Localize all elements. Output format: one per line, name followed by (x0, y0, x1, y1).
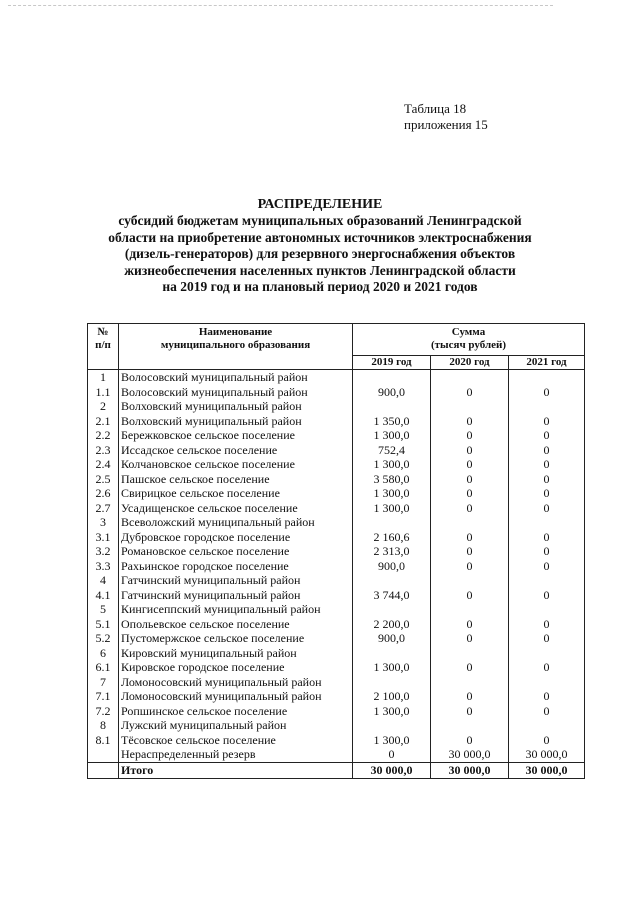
municipality-name: Усадищенское сельское поселение (119, 501, 353, 516)
table-row (88, 747, 585, 762)
table-row (88, 718, 585, 733)
title-line: субсидий бюджетам муниципальных образований Ленинградской (118, 213, 522, 229)
title-line: на 2019 год и на плановый период 2020 и 2021 годов (162, 279, 478, 295)
amount-2020: 0 (431, 414, 509, 429)
table-row (88, 457, 585, 472)
row-number: 7 (88, 675, 119, 690)
amount-2021: 0 (509, 501, 585, 516)
amount-2021: 0 (509, 689, 585, 704)
amount-2020: 0 (431, 443, 509, 458)
header-sum (353, 324, 585, 356)
row-number: 6 (88, 646, 119, 661)
total-number-cell (88, 762, 119, 778)
amount-2019: 1 300,0 (353, 704, 431, 719)
row-number: 3.3 (88, 559, 119, 574)
amount-2019: 0 (353, 747, 431, 762)
municipality-name: Ропшинское сельское поселение (119, 704, 353, 719)
municipality-name: Романовское сельское поселение (119, 544, 353, 559)
municipality-name: Лужский муниципальный район (119, 718, 353, 733)
municipality-name: Волховский муниципальный район (119, 414, 353, 429)
municipality-name: Гатчинский муниципальный район (119, 573, 353, 588)
municipality-name: Нераспределенный резерв (119, 747, 353, 762)
amount-2021 (509, 573, 585, 588)
amount-2020 (431, 675, 509, 690)
amount-2020: 0 (431, 617, 509, 632)
row-number: 6.1 (88, 660, 119, 675)
amount-2019 (353, 515, 431, 530)
amount-2020: 0 (431, 385, 509, 400)
title-line: области на приобретение автономных источников электроснабжения (108, 229, 532, 245)
table-row (88, 443, 585, 458)
amount-2021: 0 (509, 530, 585, 545)
amount-2020: 0 (431, 472, 509, 487)
amount-2019: 900,0 (353, 631, 431, 646)
table-reference (404, 101, 488, 133)
row-number: 2.6 (88, 486, 119, 501)
total-2021: 30 000,0 (509, 762, 585, 778)
amount-2021: 0 (509, 472, 585, 487)
amount-2020 (431, 718, 509, 733)
amount-2020: 0 (431, 660, 509, 675)
header-name (119, 324, 353, 370)
table-row (88, 646, 585, 661)
amount-2021: 0 (509, 414, 585, 429)
amount-2020: 0 (431, 588, 509, 603)
municipality-name: Дубровское городское поселение (119, 530, 353, 545)
amount-2019 (353, 399, 431, 414)
header-name-line1: Наименование (198, 326, 273, 338)
amount-2021: 0 (509, 544, 585, 559)
municipality-name: Рахьинское городское поселение (119, 559, 353, 574)
amount-2020 (431, 399, 509, 414)
amount-2021 (509, 675, 585, 690)
row-number: 3.2 (88, 544, 119, 559)
amount-2020: 0 (431, 544, 509, 559)
amount-2019: 2 100,0 (353, 689, 431, 704)
header-year-2020: 2020 год (431, 356, 509, 370)
row-number: 2.4 (88, 457, 119, 472)
amount-2021 (509, 602, 585, 617)
amount-2020: 0 (431, 631, 509, 646)
amount-2021: 0 (509, 733, 585, 748)
title-heading: РАСПРЕДЕЛЕНИЕ (257, 197, 383, 212)
table-body (88, 370, 585, 763)
amount-2021: 0 (509, 486, 585, 501)
table-row (88, 573, 585, 588)
amount-2019 (353, 370, 431, 385)
table-row (88, 414, 585, 429)
row-number: 3.1 (88, 530, 119, 545)
table-row (88, 501, 585, 516)
amount-2019: 1 350,0 (353, 414, 431, 429)
document-title (90, 197, 550, 295)
amount-2021 (509, 370, 585, 385)
municipality-name: Гатчинский муниципальный район (119, 588, 353, 603)
row-number: 7.1 (88, 689, 119, 704)
municipality-name: Иссадское сельское поселение (119, 443, 353, 458)
municipality-name: Волосовский муниципальный район (119, 385, 353, 400)
amount-2020 (431, 515, 509, 530)
table-row (88, 472, 585, 487)
table-row (88, 530, 585, 545)
amount-2021: 30 000,0 (509, 747, 585, 762)
amount-2020: 0 (431, 733, 509, 748)
row-number: 4.1 (88, 588, 119, 603)
amount-2019 (353, 675, 431, 690)
amount-2021: 0 (509, 617, 585, 632)
amount-2021 (509, 646, 585, 661)
table-row (88, 544, 585, 559)
table-row (88, 602, 585, 617)
municipality-name: Пустомержское сельское поселение (119, 631, 353, 646)
table-number: Таблица 18 (404, 101, 467, 116)
amount-2020 (431, 573, 509, 588)
row-number: 2.2 (88, 428, 119, 443)
row-number: 2.3 (88, 443, 119, 458)
amount-2021 (509, 399, 585, 414)
amount-2019 (353, 646, 431, 661)
header-sum-line2: (тысяч рублей) (430, 339, 507, 351)
municipality-name: Тёсовское сельское поселение (119, 733, 353, 748)
header-year-2021: 2021 год (509, 356, 585, 370)
row-number: 5.2 (88, 631, 119, 646)
amount-2019: 1 300,0 (353, 428, 431, 443)
header-year-2019: 2019 год (353, 356, 431, 370)
scan-artifact-line (8, 5, 553, 6)
amount-2019: 2 313,0 (353, 544, 431, 559)
amount-2019: 2 200,0 (353, 617, 431, 632)
table-row (88, 689, 585, 704)
table-row (88, 588, 585, 603)
appendix-reference: приложения 15 (404, 117, 488, 132)
header-name-line2: муниципального образования (160, 339, 311, 351)
row-number (88, 747, 119, 762)
table-row (88, 660, 585, 675)
municipality-name: Ломоносовский муниципальный район (119, 689, 353, 704)
table-row (88, 370, 585, 385)
row-number: 8 (88, 718, 119, 733)
row-number: 2.7 (88, 501, 119, 516)
row-number: 2 (88, 399, 119, 414)
amount-2021: 0 (509, 559, 585, 574)
amount-2021 (509, 718, 585, 733)
table-row (88, 559, 585, 574)
row-number: 7.2 (88, 704, 119, 719)
amount-2019 (353, 602, 431, 617)
amount-2020: 0 (431, 457, 509, 472)
amount-2021: 0 (509, 588, 585, 603)
municipality-name: Кировский муниципальный район (119, 646, 353, 661)
amount-2020: 0 (431, 428, 509, 443)
amount-2019 (353, 573, 431, 588)
row-number: 2.5 (88, 472, 119, 487)
amount-2020: 0 (431, 559, 509, 574)
row-number: 2.1 (88, 414, 119, 429)
table-row (88, 733, 585, 748)
amount-2019 (353, 718, 431, 733)
municipality-name: Волховский муниципальный район (119, 399, 353, 414)
table-row (88, 631, 585, 646)
title-line: (дизель-генераторов) для резервного энергоснабжения объектов (124, 246, 516, 262)
municipality-name: Колчановское сельское поселение (119, 457, 353, 472)
row-number: 4 (88, 573, 119, 588)
municipality-name: Пашское сельское поселение (119, 472, 353, 487)
header-number-line2: п/п (95, 339, 111, 351)
amount-2020: 0 (431, 486, 509, 501)
amount-2021: 0 (509, 457, 585, 472)
row-number: 5 (88, 602, 119, 617)
table-row (88, 486, 585, 501)
total-label: Итого (119, 762, 353, 778)
amount-2019: 900,0 (353, 559, 431, 574)
row-number: 8.1 (88, 733, 119, 748)
row-number: 1.1 (88, 385, 119, 400)
table-row (88, 675, 585, 690)
row-number: 3 (88, 515, 119, 530)
municipality-name: Кировское городское поселение (119, 660, 353, 675)
amount-2019: 752,4 (353, 443, 431, 458)
amount-2021 (509, 515, 585, 530)
amount-2021: 0 (509, 443, 585, 458)
table-row (88, 515, 585, 530)
amount-2021: 0 (509, 428, 585, 443)
municipality-name: Ломоносовский муниципальный район (119, 675, 353, 690)
header-number-line1: № (97, 326, 109, 338)
municipality-name: Свирицкое сельское поселение (119, 486, 353, 501)
amount-2019: 1 300,0 (353, 733, 431, 748)
amount-2019: 1 300,0 (353, 486, 431, 501)
amount-2019: 1 300,0 (353, 457, 431, 472)
amount-2019: 900,0 (353, 385, 431, 400)
amount-2020: 30 000,0 (431, 747, 509, 762)
amount-2021: 0 (509, 631, 585, 646)
amount-2020 (431, 646, 509, 661)
table-row (88, 399, 585, 414)
table-row (88, 617, 585, 632)
table-row (88, 428, 585, 443)
amount-2020: 0 (431, 689, 509, 704)
municipality-name: Бережковское сельское поселение (119, 428, 353, 443)
amount-2021: 0 (509, 704, 585, 719)
municipality-name: Всеволожский муниципальный район (119, 515, 353, 530)
amount-2019: 3 580,0 (353, 472, 431, 487)
amount-2020: 0 (431, 704, 509, 719)
row-number: 5.1 (88, 617, 119, 632)
amount-2021: 0 (509, 660, 585, 675)
amount-2019: 3 744,0 (353, 588, 431, 603)
municipality-name: Кингисеппский муниципальный район (119, 602, 353, 617)
title-line: жизнеобеспечения населенных пунктов Ленинградской области (124, 262, 516, 278)
header-number (88, 324, 119, 370)
subsidy-distribution-table (87, 323, 585, 779)
amount-2020 (431, 602, 509, 617)
table-row (88, 385, 585, 400)
municipality-name: Опольевское сельское поселение (119, 617, 353, 632)
amount-2019: 1 300,0 (353, 660, 431, 675)
total-2019: 30 000,0 (353, 762, 431, 778)
row-number: 1 (88, 370, 119, 385)
header-sum-line1: Сумма (451, 326, 486, 338)
total-2020: 30 000,0 (431, 762, 509, 778)
amount-2021: 0 (509, 385, 585, 400)
amount-2020 (431, 370, 509, 385)
table-row (88, 704, 585, 719)
total-row (88, 762, 585, 778)
amount-2019: 2 160,6 (353, 530, 431, 545)
amount-2020: 0 (431, 501, 509, 516)
municipality-name: Волосовский муниципальный район (119, 370, 353, 385)
amount-2019: 1 300,0 (353, 501, 431, 516)
amount-2020: 0 (431, 530, 509, 545)
